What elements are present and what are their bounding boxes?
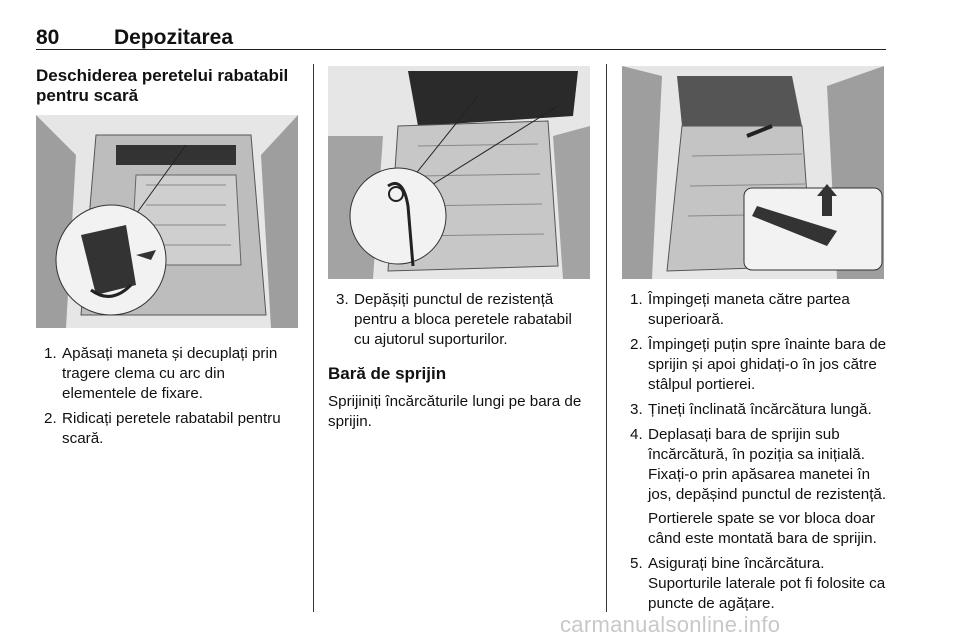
list-item: 5. Asigurați bine încărcătura. Suporturile laterale pot fi folosite ca puncte de agățare. (630, 555, 886, 612)
list-item: 1. Împingeți maneta către partea superioară. (630, 291, 850, 328)
step-list (328, 290, 592, 350)
list-item: 3. Depășiți punctul de rezistență pentru a bloca peretele rabatabil cu ajutorul suporturilor. (336, 291, 572, 348)
list-item: 2. Împingeți puțin spre înainte bara de sprijin și apoi ghidați-o în jos către stâlpul portierei. (630, 336, 887, 393)
step-note: Portierele spate se vor bloca doar când este montată bara de sprijin. (648, 510, 877, 547)
section-heading: Deschiderea peretelui rabatabil pentru scară (36, 66, 289, 105)
column-divider-1 (313, 64, 314, 612)
list-item: 1. Apăsați maneta și decuplați prin tragere clema cu arc din elementele de fixare. (44, 345, 278, 402)
illustration-flap-raised (328, 66, 590, 279)
watermark: carmanualsonline.info (560, 612, 781, 637)
section-heading: Bară de sprijin (328, 364, 447, 383)
illustration-support-bar (622, 66, 884, 279)
list-item: 2. Ridicați peretele rabatabil pentru scară. (44, 410, 281, 447)
header-rule (36, 49, 886, 50)
column-1-steps (36, 344, 298, 454)
column-2 (328, 290, 592, 432)
column-1 (36, 66, 298, 106)
illustration-ladder-flap (36, 115, 298, 328)
list-item: 4. Deplasați bara de sprijin sub încărcătură, în poziția sa inițială. Fixați-o prin apăsarea manetei în jos, depășind punctul de rezistență. Portierele spate se vor bloca doar când este montată bara de sprijin. (630, 426, 887, 547)
column-3 (622, 290, 888, 619)
list-item: 3. Țineți înclinată încărcătura lungă. (630, 401, 872, 418)
page-number: 80 (36, 26, 60, 49)
paragraph: Sprijiniți încărcăturile lungi pe bara de sprijin. (328, 393, 582, 430)
step-list (36, 344, 298, 449)
column-divider-2 (606, 64, 607, 612)
section-title: Depozitarea (114, 26, 234, 49)
step-list (622, 290, 888, 614)
